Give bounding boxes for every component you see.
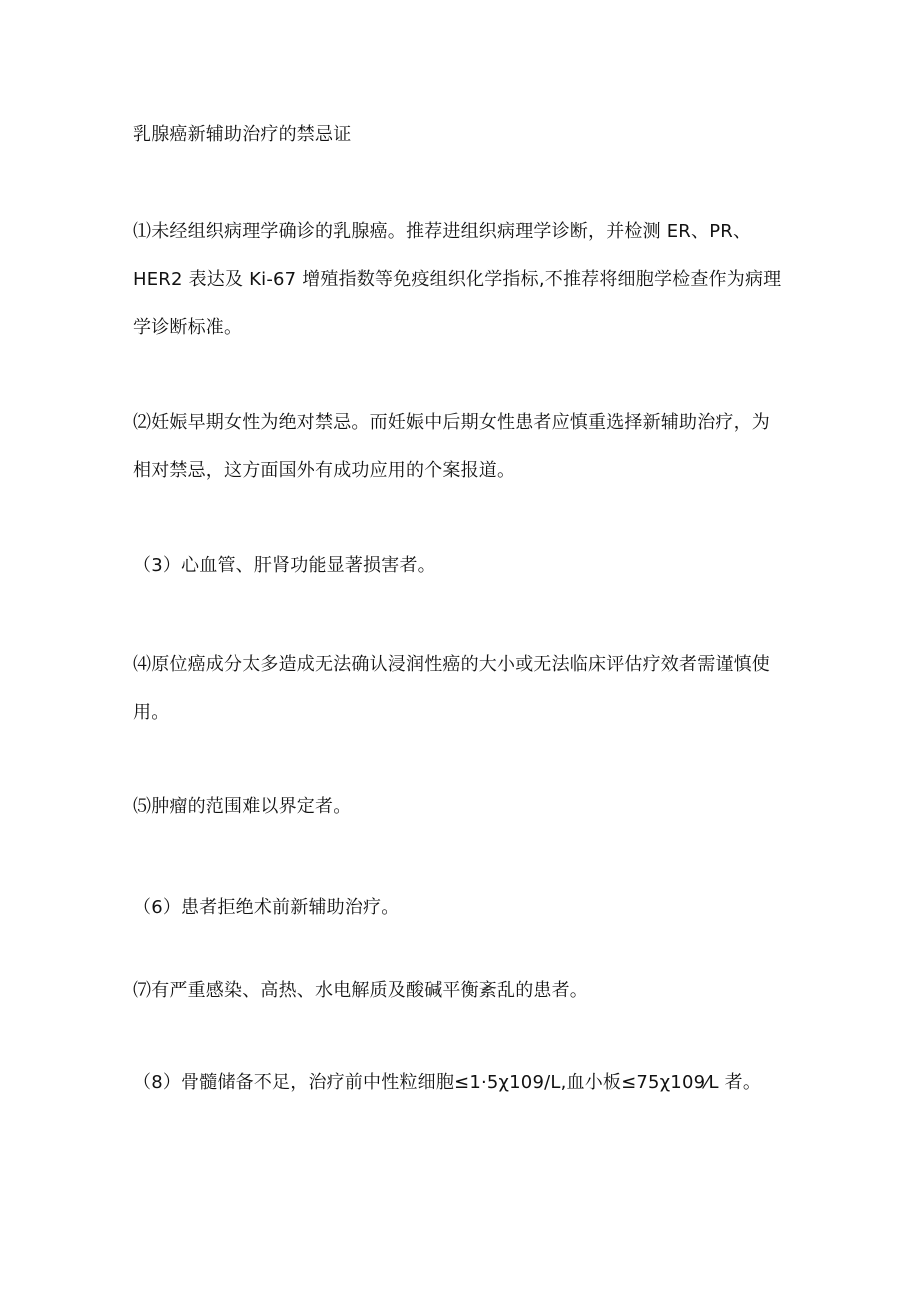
document-title: 乳腺癌新辅助治疗的禁忌证 xyxy=(133,124,352,145)
paragraph-1 xyxy=(133,208,793,352)
paragraph-line: HER2 表达及 Ki-67 增殖指数等免疫组织化学指标,不推荐将细胞学检查作为病理 xyxy=(133,269,782,290)
paragraph-line: ⑷原位癌成分太多造成无法确认浸润性癌的大小或无法临床评估疗效者需谨慎使 xyxy=(133,654,770,675)
paragraph-line: ⑴未经组织病理学确诊的乳腺癌。推荐进组织病理学诊断，并检测 ER、PR、 xyxy=(133,221,752,242)
paragraph-line: ⑵妊娠早期女性为绝对禁忌。而妊娠中后期女性患者应慎重选择新辅助治疗，为 xyxy=(133,412,770,433)
paragraph-line: （3）心血管、肝肾功能显著损害者。 xyxy=(133,555,436,576)
paragraph-line: 相对禁忌，这方面国外有成功应用的个案报道。 xyxy=(133,460,516,481)
paragraph-line: 学诊断标准。 xyxy=(133,317,243,338)
paragraph-line: （8）骨髓储备不足，治疗前中性粒细胞≤1·5χ109/L,血小板≤75χ109⁄L 者。 xyxy=(133,1072,762,1093)
paragraph-5 xyxy=(133,783,793,831)
paragraph-3 xyxy=(133,542,793,590)
paragraph-2 xyxy=(133,399,793,495)
paragraph-7 xyxy=(133,967,793,1015)
paragraph-8 xyxy=(133,1059,793,1107)
paragraph-line: ⑺有严重感染、高热、水电解质及酸碱平衡紊乱的患者。 xyxy=(133,980,588,1001)
paragraph-4 xyxy=(133,641,793,737)
paragraph-line: （6）患者拒绝术前新辅助治疗。 xyxy=(133,897,400,918)
paragraph-line: 用。 xyxy=(133,702,170,723)
paragraph-6 xyxy=(133,884,793,932)
paragraph-line: ⑸肿瘤的范围难以界定者。 xyxy=(133,796,352,817)
